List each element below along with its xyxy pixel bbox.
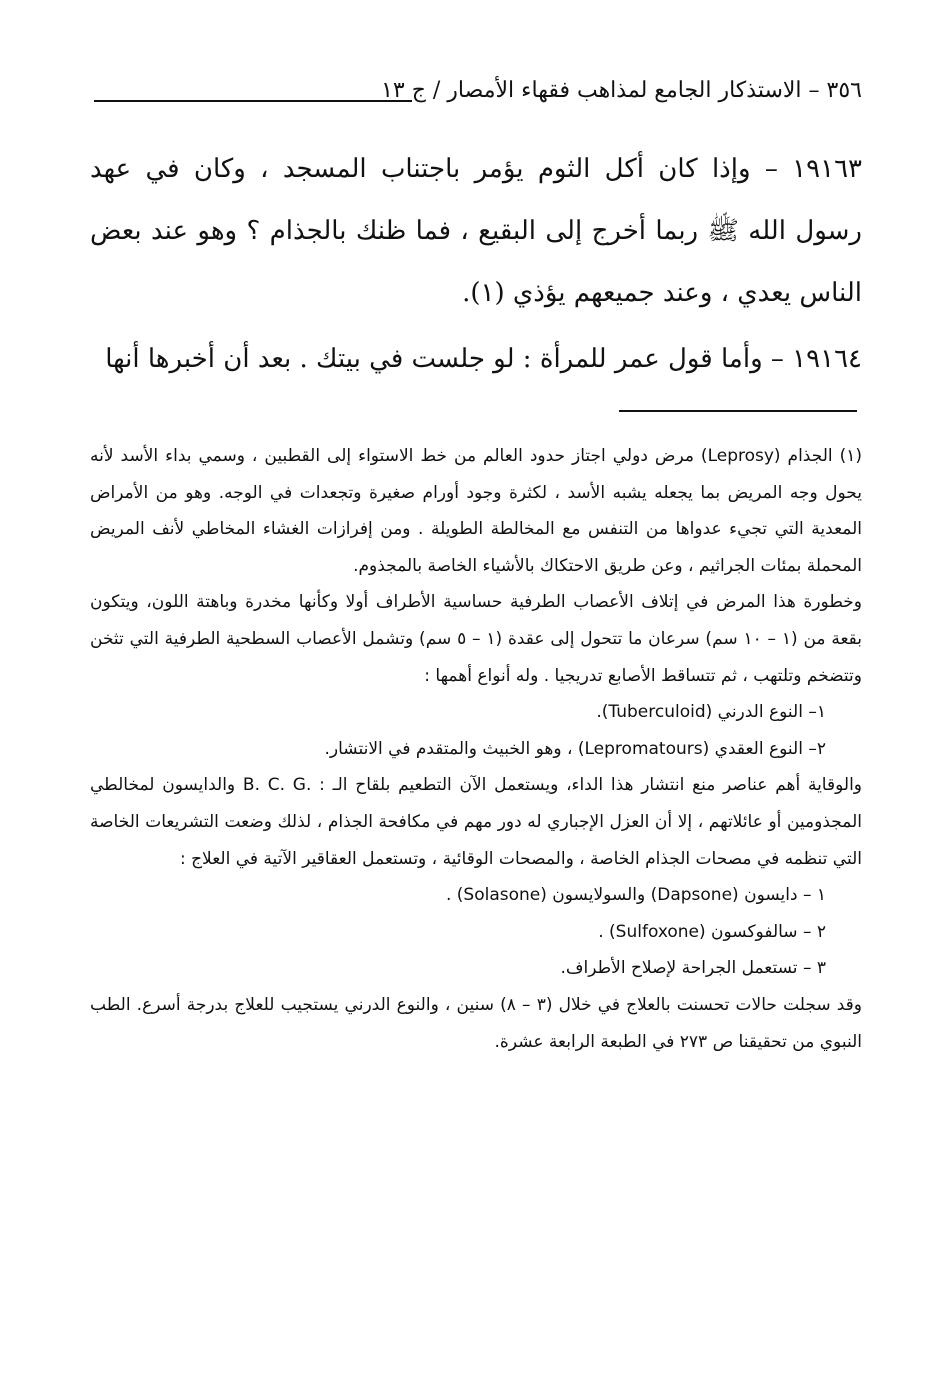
running-header: ٣٥٦ – الاستذكار الجامع لمذاهب فقهاء الأمصار / ج ١٣ [381, 78, 862, 103]
footnote-rule [619, 410, 857, 412]
footnote-intro: (١) الجذام (Leprosy) مرض دولي اجتاز حدود العالم من خط الاستواء إلى القطبين ، وسمي بداء الأسد لأنه يحول وجه المريض بما يجعله يشبه الأسد ، لكثرة وجود أورام صغيرة وتجعدات في الوجه. وهو من الأمراض المعدية التي تجيء عدواها من التنفس مع المخالطة الطويلة . ومن إفرازات الغشاء المخاطي لأنف المريض المحملة بمئات الجراثيم ، وعن طريق الاحتكاك بالأشياء الخاصة بالمجذوم. [90, 446, 862, 576]
footnote [90, 438, 862, 1060]
footnote-type-2: ٢– النوع العقدي (Lepromatours) ، وهو الخبيث والمتقدم في الانتشار. [324, 738, 826, 759]
footnote-drug-2: ٢ – سالفوكسون (Sulfoxone) . [598, 921, 826, 942]
paragraph-19163: ١٩١٦٣ – وإذا كان أكل الثوم يؤمر باجتناب المسجد ، وكان في عهد رسول الله ﷺ ربما أخرج إلى البقيع ، فما ظنك بالجذام ؟ وهو عند بعض الناس يعدي ، وعند جميعهم يؤذي (١). [90, 154, 862, 308]
footnote-surgery: ٣ – تستعمل الجراحة لإصلاح الأطراف. [560, 958, 826, 979]
footnote-drug-1: ١ – دايسون (Dapsone) والسولايسون (Solasone) . [445, 885, 826, 906]
footnote-danger: وخطورة هذا المرض في إتلاف الأعصاب الطرفية حساسية الأطراف أولا وكأنها مخدرة وباهتة اللون، ويتكون بقعة من (١ – ١٠ سم) سرعان ما تتحول إلى عقدة (١ – ٥ سم) وتشمل الأعصاب السطحية الطرفية التي تثخن وتتضخم وتلتهب ، ثم تتساقط الأصابع تدريجيا . وله أنواع أهمها : [90, 592, 862, 686]
paragraph-19164: ١٩١٦٤ – وأما قول عمر للمرأة : لو جلست في بيتك . بعد أن أخبرها أنها [105, 344, 862, 374]
header-rule [94, 100, 412, 102]
main-text [90, 138, 862, 390]
footnote-prevention: والوقاية أهم عناصر منع انتشار هذا الداء، ويستعمل الآن التطعيم بلقاح الـ : .B. C. G والدايسون لمخالطي المجذومين أو عائلاتهم ، إلا أن العزل الإجباري له دور مهم في مكافحة الجذام ، لذلك وضعت التشريعات الخاصة التي تنظمه في مصحات الجذام الخاصة ، والمصحات الوقائية ، وتستعمل العقاقير الآتية في العلاج : [90, 775, 863, 869]
footnote-type-1: ١– النوع الدرني (Tuberculoid). [596, 702, 826, 723]
footnote-outcome: وقد سجلت حالات تحسنت بالعلاج في خلال (٣ – ٨) سنين ، والنوع الدرني يستجيب للعلاج بدرجة أسرع. الطب النبوي من تحقيقنا ص ٢٧٣ في الطبعة الرابعة عشرة. [90, 994, 862, 1052]
